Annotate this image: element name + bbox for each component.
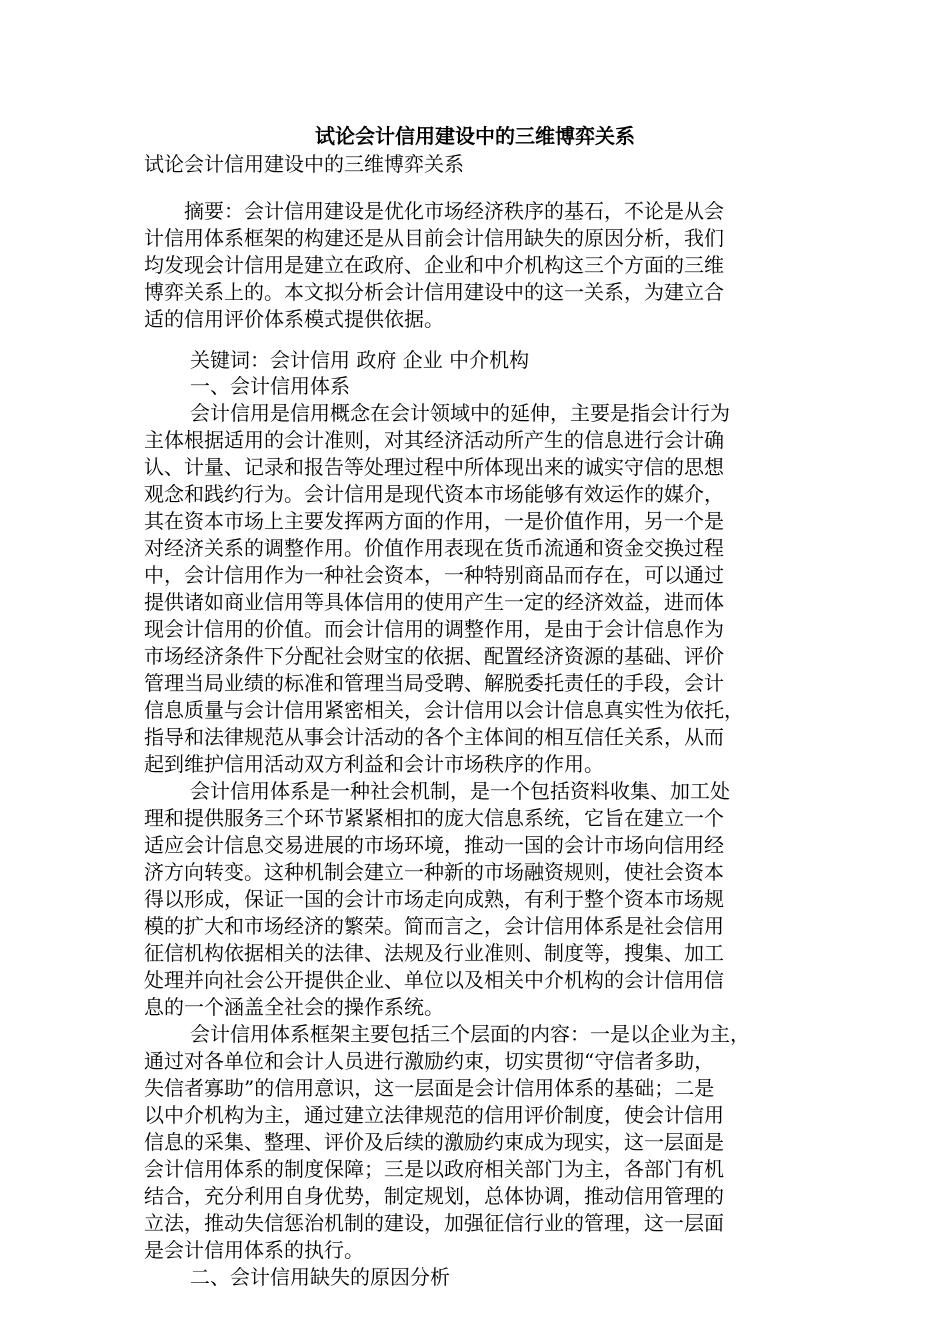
document-title: 试论会计信用建设中的三维博弈关系: [315, 124, 635, 148]
abstract-line: 计信用体系框架的构建还是从目前会计信用缺失的原因分析，我们: [144, 226, 724, 250]
paragraph-line: 认、计量、记录和报告等处理过程中所体现出来的诚实守信的思想: [144, 455, 724, 479]
section-heading-1: 一、会计信用体系: [190, 374, 350, 398]
paragraph-line: 市场经济条件下分配社会财宝的依据、配置经济资源的基础、评价: [144, 644, 724, 668]
paragraph-line: 适应会计信息交易进展的市场环境，推动一国的会计市场向信用经: [144, 833, 724, 857]
paragraph-line: 立法，推动失信惩治机制的建设，加强征信行业的管理，这一层面: [144, 1211, 724, 1235]
abstract-line: 适的信用评价体系模式提供依据。: [144, 307, 444, 331]
paragraph-line: 会计信用体系框架主要包括三个层面的内容：一是以企业为主，: [190, 1022, 750, 1046]
paragraph-line: 其在资本市场上主要发挥两方面的作用，一是价值作用，另一个是: [144, 509, 724, 533]
paragraph-line: 指导和法律规范从事会计活动的各个主体间的相互信任关系，从而: [144, 725, 724, 749]
abstract-line: 摘要：会计信用建设是优化市场经济秩序的基石，不论是从会: [144, 199, 724, 223]
section-heading-2: 二、会计信用缺失的原因分析: [190, 1265, 450, 1289]
paragraph-line: 理和提供服务三个环节紧紧相扣的庞大信息系统，它旨在建立一个: [144, 806, 724, 830]
paragraph-line: 结合，充分利用自身优势，制定规划，总体协调，推动信用管理的: [144, 1184, 724, 1208]
paragraph-line: 息的一个涵盖全社会的操作系统。: [144, 995, 444, 1019]
paragraph-line: 济方向转变。这种机制会建立一种新的市场融资规则，使社会资本: [144, 860, 724, 884]
paragraph-line: 信息的采集、整理、评价及后续的激励约束成为现实，这一层面是: [144, 1130, 724, 1154]
document-subtitle: 试论会计信用建设中的三维博弈关系: [144, 152, 464, 176]
paragraph-line: 处理并向社会公开提供企业、单位以及相关中介机构的会计信用信: [144, 968, 724, 992]
paragraph-line: 起到维护信用活动双方利益和会计市场秩序的作用。: [144, 752, 604, 776]
paragraph-line: 管理当局业绩的标准和管理当局受聘、解脱委托责任的手段，会计: [144, 671, 724, 695]
paragraph-line: 提供诸如商业信用等具体信用的使用产生一定的经济效益，进而体: [144, 590, 724, 614]
paragraph-line: 通过对各单位和会计人员进行激励约束，切实贯彻“守信者多助，: [144, 1049, 715, 1073]
paragraph-line: 失信者寡助”的信用意识，这一层面是会计信用体系的基础；二是: [144, 1076, 715, 1100]
paragraph-line: 对经济关系的调整作用。价值作用表现在货币流通和资金交换过程: [144, 536, 724, 560]
paragraph-line: 模的扩大和市场经济的繁荣。简而言之，会计信用体系是社会信用: [144, 914, 724, 938]
keywords: 关键词：会计信用 政府 企业 中介机构: [190, 348, 530, 372]
paragraph-line: 主体根据适用的会计准则，对其经济活动所产生的信息进行会计确: [144, 428, 724, 452]
paragraph-line: 现会计信用的价值。而会计信用的调整作用，是由于会计信息作为: [144, 617, 724, 641]
paragraph-line: 会计信用体系是一种社会机制，是一个包括资料收集、加工处: [190, 779, 730, 803]
paragraph-line: 征信机构依据相关的法律、法规及行业准则、制度等，搜集、加工: [144, 941, 724, 965]
paragraph-line: 观念和践约行为。会计信用是现代资本市场能够有效运作的媒介，: [144, 482, 724, 506]
paragraph-line: 会计信用体系的制度保障；三是以政府相关部门为主，各部门有机: [144, 1157, 724, 1181]
paragraph-line: 中，会计信用作为一种社会资本，一种特别商品而存在，可以通过: [144, 563, 724, 587]
abstract-line: 博弈关系上的。本文拟分析会计信用建设中的这一关系，为建立合: [144, 280, 724, 304]
paragraph-line: 得以形成，保证一国的会计市场走向成熟，有利于整个资本市场规: [144, 887, 724, 911]
paragraph-line: 以中介机构为主，通过建立法律规范的信用评价制度，使会计信用: [144, 1103, 724, 1127]
abstract-line: 均发现会计信用是建立在政府、企业和中介机构这三个方面的三维: [144, 253, 724, 277]
paragraph-line: 会计信用是信用概念在会计领域中的延伸，主要是指会计行为: [190, 401, 730, 425]
paragraph-line: 是会计信用体系的执行。: [144, 1238, 364, 1262]
paragraph-line: 信息质量与会计信用紧密相关，会计信用以会计信息真实性为依托，: [144, 698, 744, 722]
